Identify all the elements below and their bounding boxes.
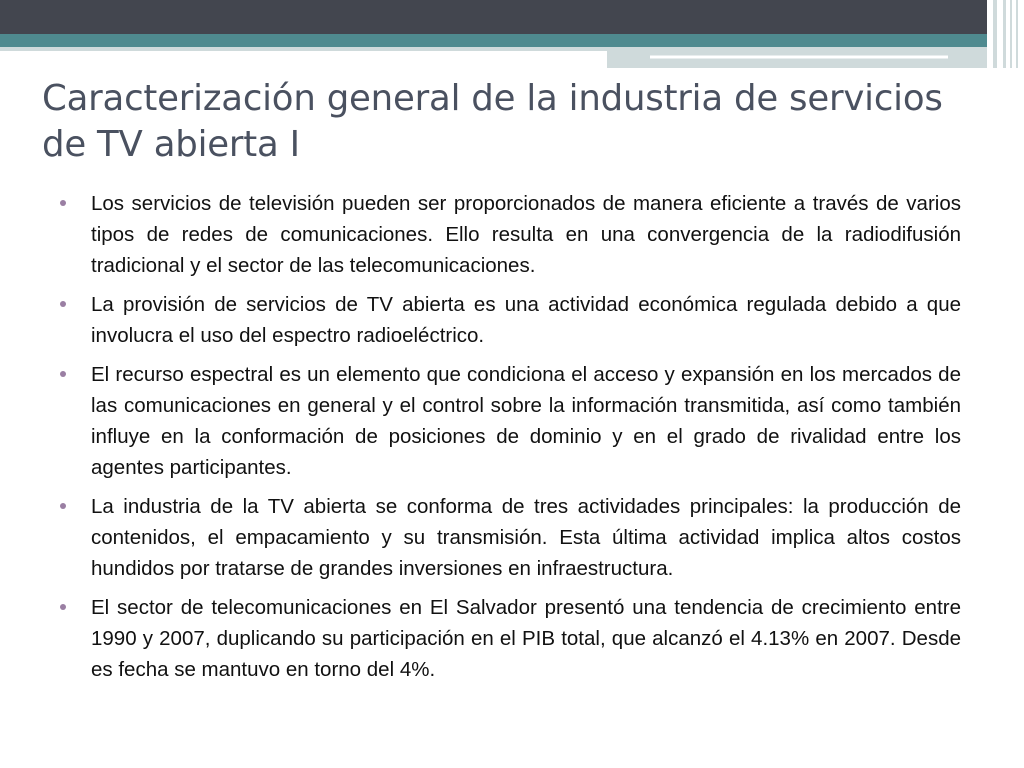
- bullet-item: [60, 188, 961, 281]
- bullet-dot-icon: [60, 503, 66, 509]
- bullet-dot-icon: [60, 371, 66, 377]
- bullet-text: El recurso espectral es un elemento que condiciona el acceso y expansión en los mercados de las comunicaciones en general y el control sobre la información transmitida, así como también influye en la conformación de posiciones de dominio y en el grado de rivalidad entre los agentes participantes.: [91, 363, 961, 479]
- bullet-item: [60, 592, 961, 685]
- vertical-line: [1003, 0, 1006, 68]
- vertical-line: [993, 0, 997, 68]
- bullet-item: [60, 289, 961, 351]
- vertical-line: [1016, 0, 1018, 68]
- bullet-text: La industria de la TV abierta se conforma de tres actividades principales: la producción de contenidos, el empacamiento y su transmisión. Esta última actividad implica altos costos hundidos por tratarse de grandes inversiones en infraestructura.: [91, 495, 961, 580]
- bullet-text: El sector de telecomunicaciones en El Salvador presentó una tendencia de crecimiento entre 1990 y 2007, duplicando su participación en el PIB total, que alcanzó el 4.13% en 2007. Desde es fecha se mantuvo en torno del 4%.: [91, 596, 961, 681]
- header-decoration-band: [0, 0, 1024, 70]
- header-teal-strip: [0, 34, 1024, 47]
- bullet-item: [60, 491, 961, 584]
- vertical-line: [1010, 0, 1012, 68]
- bullet-dot-icon: [60, 604, 66, 610]
- header-dark-strip: [0, 0, 1024, 34]
- slide-title: Caracterización general de la industria de servicios de TV abierta I: [42, 78, 943, 165]
- bullet-text: La provisión de servicios de TV abierta es una actividad económica regulada debido a que involucra el uso del espectro radioeléctrico.: [91, 293, 961, 347]
- bullet-item: [60, 359, 961, 483]
- bullet-dot-icon: [60, 200, 66, 206]
- bullet-list: [60, 188, 961, 693]
- bullet-dot-icon: [60, 301, 66, 307]
- header-light-strip-left: [0, 47, 607, 51]
- bullet-text: Los servicios de televisión pueden ser proporcionados de manera eficiente a través de varios tipos de redes de comunicaciones. Ello resulta en una convergencia de la radiodifusión tradicional y el sector de las telecomunicaciones.: [91, 192, 961, 277]
